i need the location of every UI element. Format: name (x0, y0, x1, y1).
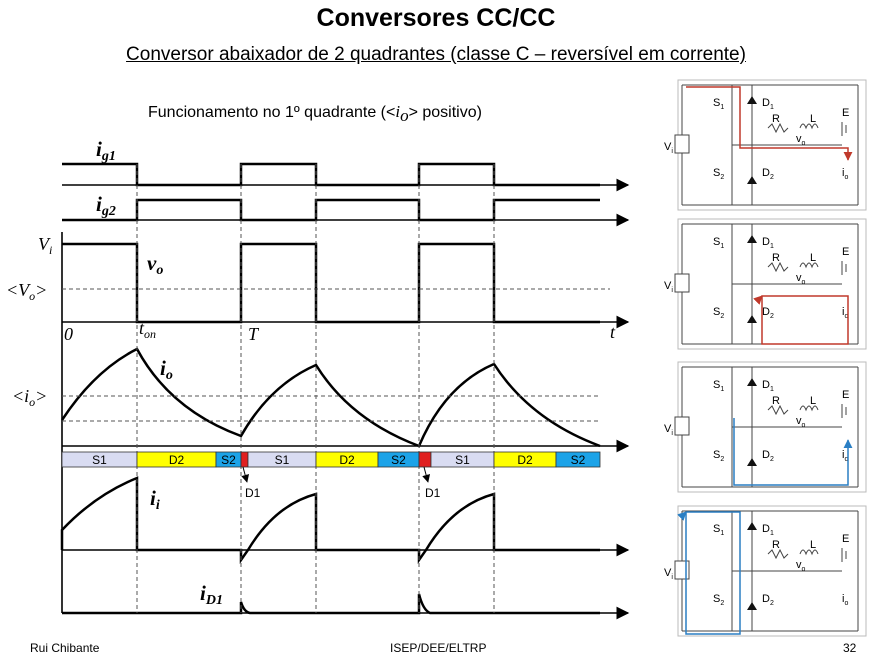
switch-s1-label: $S_1$ (713, 379, 725, 393)
switch-s1-label: $S_1$ (713, 523, 725, 537)
ig1-waveform (62, 164, 600, 185)
resistor-label: R (772, 113, 780, 125)
resistor-label: R (772, 252, 780, 264)
emf-label: E (842, 533, 850, 545)
inductor-label: L (810, 113, 817, 125)
caption-var: i (395, 102, 401, 121)
diode-d2-label: $D_2$ (762, 167, 774, 181)
vo-waveform (62, 244, 600, 322)
d1-marker-1 (243, 467, 261, 500)
output-vo-label: $v_o$ (796, 272, 806, 286)
footer-author: Rui Chibante (30, 641, 100, 655)
source-vi-label: $V_i$ (664, 141, 673, 155)
d1-marker-label: D1 (425, 486, 441, 500)
conduction-segment (241, 452, 248, 467)
source-vi-label: $V_i$ (664, 423, 673, 437)
conduction-segment (419, 452, 431, 467)
inductor-label: L (810, 252, 817, 264)
id1-label: iD1 (200, 581, 223, 608)
switch-s2-label: $S_2$ (713, 306, 725, 320)
circuit-panels (664, 80, 866, 636)
resistor-label: R (772, 539, 780, 551)
caption-suffix: > positivo) (408, 104, 482, 121)
time-markers (137, 164, 494, 613)
conduction-bar (62, 452, 600, 467)
switch-s1-label: $S_1$ (713, 97, 725, 111)
circuit-panel-2 (664, 219, 866, 349)
id1-waveform (62, 594, 600, 613)
ii-label: ii (150, 486, 160, 513)
diode-d2-label: $D_2$ (762, 449, 774, 463)
vo-average-label: $<V_o>$ (6, 280, 48, 303)
switch-s2-label: $S_2$ (713, 449, 725, 463)
vi-label: $V_i$ (38, 234, 53, 257)
circuit-panel-3 (664, 362, 866, 492)
conduction-segment-label: S1 (455, 453, 470, 467)
resistor-label: R (772, 395, 780, 407)
circuit-panel-4 (664, 506, 866, 636)
time-zero-label: 0 (64, 324, 73, 344)
conduction-segment-label: D2 (517, 453, 533, 467)
conduction-segment-label: S1 (92, 453, 107, 467)
source-vi-label: $V_i$ (664, 280, 673, 294)
ig1-label: ig1 (96, 137, 116, 164)
d1-marker-label: D1 (245, 486, 261, 500)
diode-d1-label: $D_1$ (762, 97, 774, 111)
emf-label: E (842, 107, 850, 119)
conduction-segment-label: D2 (339, 453, 355, 467)
time-axis-label: t (610, 322, 616, 342)
caption-sub: o (400, 106, 409, 126)
output-io-label: $i_o$ (842, 306, 849, 320)
output-io-label: $i_o$ (842, 167, 849, 181)
emf-label: E (842, 389, 850, 401)
conduction-segment-label: D2 (168, 453, 185, 467)
footer-page-number: 32 (843, 641, 857, 655)
inductor-label: L (810, 395, 817, 407)
conduction-segment-label: S1 (274, 453, 290, 467)
switch-s2-label: $S_2$ (713, 593, 725, 607)
ig2-label: ig2 (96, 192, 116, 219)
diode-d1-label: $D_1$ (762, 523, 774, 537)
output-io-label: $i_o$ (842, 449, 849, 463)
output-vo-label: $v_o$ (796, 559, 806, 573)
conduction-segment-label: S2 (391, 453, 406, 467)
io-average-label: $<i_o>$ (12, 386, 48, 409)
ii-waveform (62, 478, 600, 560)
output-io-label: $i_o$ (842, 593, 849, 607)
caption-prefix: Funcionamento no 1º quadrante (< (148, 104, 396, 121)
diode-d2-label: $D_2$ (762, 593, 774, 607)
switch-s2-label: $S_2$ (713, 167, 725, 181)
ton-label: $t_{on}$ (139, 318, 157, 341)
page-subtitle: Conversor abaixador de 2 quadrantes (classe C – reversível em corrente) (126, 44, 746, 65)
page-title: Conversores CC/CC (316, 4, 556, 32)
conduction-segment-label: S2 (570, 453, 586, 467)
emf-label: E (842, 246, 850, 258)
ig2-waveform (62, 200, 600, 220)
vo-label: vo (147, 251, 164, 278)
diode-d1-label: $D_1$ (762, 379, 774, 393)
io-label: io (160, 356, 173, 383)
inductor-label: L (810, 539, 817, 551)
source-vi-label: $V_i$ (664, 567, 673, 581)
conduction-segment-label: S2 (221, 453, 236, 467)
switch-s1-label: $S_1$ (713, 236, 725, 250)
d1-marker-2 (424, 467, 441, 500)
output-vo-label: $v_o$ (796, 133, 806, 147)
period-label: T (248, 324, 259, 344)
circuit-panel-1 (664, 80, 866, 210)
diode-d2-label: $D_2$ (762, 306, 774, 320)
diode-d1-label: $D_1$ (762, 236, 774, 250)
footer-institution: ISEP/DEE/ELTRP (390, 641, 487, 655)
io-waveform (62, 349, 600, 446)
output-vo-label: $v_o$ (796, 415, 806, 429)
